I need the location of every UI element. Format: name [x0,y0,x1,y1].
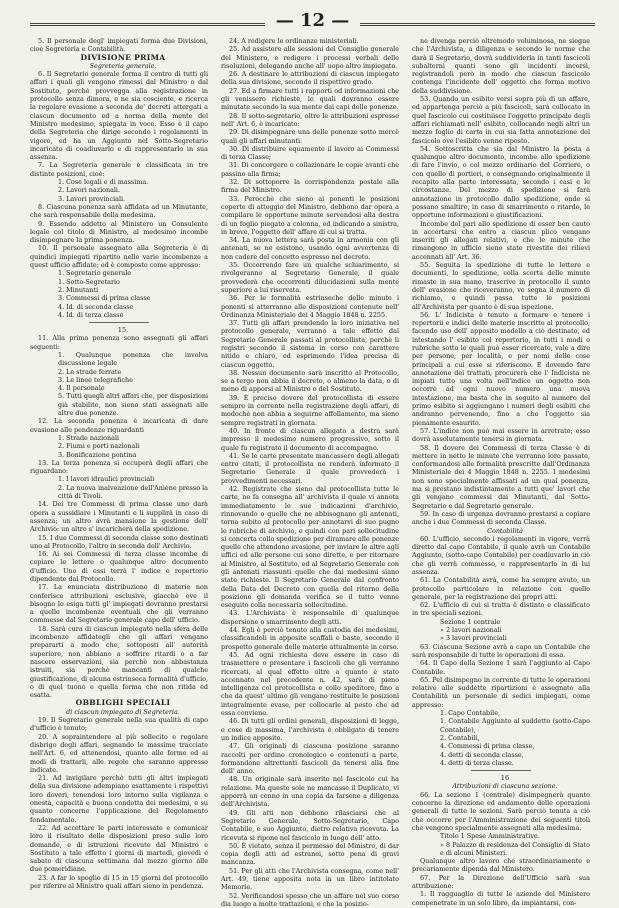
paragraph: 65. Pel disimpegno in corrente di tutte le operazioni relative alle suddette ripartizioni è assegnato alla Contabilità un personale di sedici impiegati, come appresso: [412,675,590,709]
paragraph: 53. Quando un esibito versi sopra più di un affare, ed appartenga perciò a più fascicoli, sarà collocato in quel fascicolo cui costituisce l'oggetto principale degli affari richiamati nell' esibito, collocando negli altri un mezzo foglio di carta in cui sia fatta annotazione del fascicolo ove l'esibito venne riposto. [412,95,590,145]
list-item: 4. detti di terza classe. [440,758,514,767]
paragraph: 59. In caso di urgenza dovranno prestarsi a copiare anche i due Commessi di seconda Classe. [412,509,590,527]
paragraph: 7. La Segreteria generale è classificata in tre distinte posizioni, cioè: [30,161,208,178]
paragraph: Qualunque altro lavoro che straordinariamente e precariamente dipenda dal Ministero. [412,857,590,874]
list-item: 1. Cose legali e di massima. [58,178,149,187]
header-rule-right [360,23,595,26]
paragraph: ne divenga perciò oltremodo voluminosa, ne siegue che l'Archivista, a diligenza e secondo le norme che darà il Segretario, dovrà suddividerla in tanti fascicoli subalterni quanti sono gli incidenti incorsi, registrandoli però in modo che ciascun fascicolo contenga l'incidente dell' oggetto che forma motivo della suddivisione. [412,37,590,95]
list-item: 3. Bonificazione pontina [58,450,137,459]
list-item: 4. Commessi di prima classe, [440,742,535,751]
paragraph: 45. Ad ogni richiesta deve essere in caso di trasmettere o presentare i fascicoli che gli verranno ricercati, al qual effetto oltre a quanto è stato accennato nel precedente n. 42, sarà di pieno intelligenza col protocollista e collo speditore, fino a che da quest' ultimo gli vengano restituite le posizioni integralmente evase, per collocarle al posto che ad essa conviene. [221,650,399,718]
paragraph: 38. Nessun documento sarà inscritto al Protocollo, se a tergo non abbia il decreto, o almeno la data, o di meno di apporsi al Ministro o del Sostituto. [221,368,399,394]
paragraph: 1. Il ragguaglio di tutte le aziende del Ministero compenetrate in un solo libro, da impiantarsi, con- [412,890,590,907]
paragraph: 11. Alla prima ponenza sono assegnati gli affari seguenti: [30,334,208,351]
paragraph: 66. La sezione 1 (centrale) disimpegnerà quanto concerne la direzione ed andamento delle operazioni generali di tutte le sezioni. Sarà perciò tenuta a ciò che occorre per l'Amministrazione dei seguenti titoli che vengono specialmente assegnati alla medesima. [412,790,590,832]
paragraph: 6. Il Segretario generale forma il centro di tutti gli affari i quali gli vengono rimessi dal Ministro o dal Sostituto, perchè provvegga alla registrazione in protocollo senza dimora, e ne sia cosciente, e ricerca la regolare evasione a seconda de' decreti attergati a ciascun documento ed a norma della mente del Ministro medesimo, spiegata in voce. Esso è il capo della Segreteria che dirige secondo i regolamenti in vigore, ed ha un Aggiunto nel Sotto-Segretario incaricato di coadiuvarlo e di rappresentarlo in sua assenza. [30,70,208,162]
paragraph: 22. Ad accettare le parti interessate e comunicar loro il risultato delle disposizioni preso sulle loro domande, e di istruzioni ricevute dal Ministro e Sostituto a tale effetto i giorni di martedì, giovedì e sabato di ciascuna settimana dal mezzo giorno alle due pomeridiane. [30,823,208,874]
paragraph: 39. È preciso dovere del protocollista di essere sempre in corrente nella registrazione degli affari, di modochè non abbia a seguirne affollamento, ma sieno sempre registrati in giornata. [221,393,399,427]
page-header [30,10,595,34]
paragraph: 24. A redigere le ordinanze ministeriali. [229,37,359,45]
paragraph: 15. I due Commessi di seconda classe sono destinati uno al Protocollo, l'altro in seconda dell' Archivio. [30,533,208,550]
list-item: 1. I lavori idraulici provinciali [58,475,155,484]
paragraph: 33. Perocchè che sieno ai ponenti le posizioni coperte di atteggio del Ministro, debbono dar opera a compilare le opportune minute servendosi alla destra di un foglio piegato a colonna, ed indicando a sinistra, in breve, l'oggetto dell' affare di cui si tratta. [221,194,399,236]
paragraph: 19. Il Segretario generale nella sua qualità di capo d'ufficio è tenuto; [30,716,208,733]
list-item: 2. Contabili, [440,733,480,742]
list-item: » 8 Palazzo di residenza del Consiglio di Stato e di alcuni Ministeri. [440,840,590,857]
paragraph: 52. Verificandosi spesso che un affare nel suo corso dia luogo a molte trattazioni, e che la posizio- [221,891,399,908]
paragraph: 13. La terza ponenza si occuperà degli affari che riguardano: [30,458,208,476]
section-subheading: Attribuzioni di ciascuna sezione. [452,782,558,791]
total-rule [471,770,531,771]
paragraph: 57. L'indice non può mai essere in arretrato; esso dovrà assolutamente tenersi in giornata. [412,426,590,444]
list-item: 2. La nuova inalveazione dell'Aniene presso la città di Tivoli. [58,483,208,501]
paragraph: 46. Di tutti gli ordini generali, disposizioni di legge, e cose di massima, l'archivista è obbligato di tenere un indice apposito. [221,717,399,742]
paragraph: 23. A far lo spoglio di 15 in 15 giorni del protocollo per riferire al Ministro quali affari sieno in pendenza. [30,873,208,890]
paragraph: 35. Occorrendo fare un qualche schiarimento, si rivolgeranno al Segretario Generale, il quale provvederà che occorrenti dilucidazioni sulla mente superiore a lui riservata. [221,261,399,294]
list-item: 5. Tutti quegli altri affari che, per disposizioni già stabilite, non sieno stati assegnati alle altre due ponenze. [58,392,208,418]
paragraph: 58. Il dovere dei Commessi di terza Classe è di mettere in netto le minute che verranno loro passate, conformandosi alle formalità prescritte dall'Ordinanza Ministeriale dei 4 Maggio 1848 n. 2255. I medesimi non sono specialmente affissati ad un qual ponenza, ma si prestano indistintamente a tutti que' lavori che gli vengano commessi dai Minutanti, dal Sotto-Segretario e dal Segretario generale. [412,443,590,510]
paragraph: 40. In fronte di ciascun allegato a destra sarà impresso il medesimo numero progressivo, sotto il quale fu registrato il documento di accompagno. [221,426,399,452]
paragraph: Incombe del pari allo spedizione di esser ben cauto in accertarsi che entro a ciascun plico vengano inseriti gli allegati relativi, e che le minute che rimangono in ufficio sieno state rivestite dei rilievi accennati all' Art. 36. [412,219,590,261]
list-item: 4. detti di seconda classe, [440,750,524,759]
total-count: 16 [500,774,510,783]
paragraph: 55. Seguita la spedizione di tutte le lettere e documenti, lo spedizione, colla scorta delle minute rimaste in sua mano, trascrive in protocollo il sunto dell' evasione che riceveranno, ve segna il numero di richiamo, e quindi passa tutte le posizioni all'Archivista per quanto è di sua ispezione. [412,261,590,311]
total-count: 15. [117,326,129,335]
section-subheading: di ciascun impiegato di Segreteria. [66,707,180,716]
paragraph: 43. L'Archivista è responsabile di qualunque dispersione o smarrimento degli atti. [221,609,399,626]
paragraph: 54. Sottoscritta che sia dal Ministro la posta a qualunque altro documento, incombe allo spedizione di fare l'invio, o col mezzo ordinario del Corriere, o con quello di portieri, o consegnando originalmente il recapito alla parte interessata, secondo i casi e le circostanze. Del mezzo di spedizione si farà annotazione in protocollo dallo spedizione, onde si possano smaltire, in caso di smarrimento o ritardo, le opportune informazioni e giustificazioni. [412,144,590,220]
list-item: 2. Minutanti [58,285,99,294]
list-item: » 2 lavori nazionali [440,626,502,635]
paragraph: 56. L' Indicista è tenuto a formare e tenere i repertorii e indici delle materie inscritte al protocollo, facendo uso dell' apposito modello a ciò destinato, ed intestando l' esibito col repertorio, in tutti i modi o rubriche sotto le quali può esser ricercato, vale a dire per persone, per località, e per nomi delle cose principali a cui esse si riferiscono. E dovendo fare annotazione dei trattati, procurerà che l' Indicista ne impiati tutto una volta nell'indice un oggetto non occorre ad ogni nuovo numero una nuova intestazione, ma basta che in seguito al numero del primo esibito si aggiungano i numeri degli esibiti che andranno pervenendo, fino a che l'oggetto sia pienamente esaurito. [412,310,590,427]
paragraph: 29. Di disimpegnare una delle ponenze sotto mercè quali gli affari minutanti. [221,128,399,145]
list-item: 1. Sotto-Segretario [58,277,120,286]
paragraph: 49. Gli atti non debbono rilasciarsi che al Segretario Generale, Sotto-Segretario, Capo Contabile, e suo Aggiunto, dietro relativa ricevuta. La ricevuta si ripone nel fascicolo in luogo dell' atto. [221,808,399,842]
paragraph: 21. Ad invigilare perchè tutti gli altri impiegati della sua divisione adempiano esattamente i rispettivi loro doveri, tenendosi loro intorno sulla vigilanza e onestà, capacità e buona condotta dei medesimi, e su quanto concerne l'applicazione del Regolamento fondamentale. [30,774,208,824]
paragraph: 64. Il Capo della Sezione 1 sarà l'aggiunto al Capo Contabile. [412,659,590,676]
paragraph: 62. L'ufficio di cui si tratta è distinto e classificato in tre speciali sezioni. [412,601,590,618]
paragraph: 16. Ai sei Commessi di terza classe incombe di copiare le lettere o qualunque altro documento d'ufficio. Uno di essi terrà l' indice e repertorio dipendente dal Protocollo. [30,550,208,583]
list-item: 1. Contabile Aggiunto al suddetto (sotto-Capo Contabile), [440,717,590,734]
paragraph: 67. Per la Direzione dell'Ufficio sarà sua attribuzione: [412,873,590,890]
list-item: Titolo 1 Spese Amministrative. [440,832,540,841]
list-item: 4. Il personale [58,384,105,393]
page-number: — 12 — [275,10,350,31]
paragraph: 10. Il personale assegnato alla Segreteria è di quindici impiegati ripartito nelle varie incombenze a quest ufficio affidate; ed è composto come appresso: [30,244,208,270]
paragraph: 36. Per le formalità estrinseche delle minute i ponenti si atterranno alle disposizioni contenute nell' Ordinanza Ministeriale dei 4 Maggio 1848 n. 2255. [221,294,399,319]
list-item: Sezione 1 centrale [440,617,501,626]
section-subheading: Contabilità [487,526,523,535]
paragraph: 25. Ad assistere alle sessioni del Consiglio generale del Ministero, e redigere i processi verbali delle risoluzioni, delegando anche all' uopo altro impiegato. [221,45,399,70]
list-item: 2. Le strade ferrate [58,367,122,376]
list-item: 1. Capo Contabile, [440,709,501,718]
paragraph: 28. Il sotto-segretario, oltre le attribuzioni espresse nell' Art. 6, è incaricato: [221,111,399,128]
paragraph: 30. Di distribuire equamente il lavoro ai Commessi di terza Classe; [221,144,399,162]
list-item: 1. Qualunque ponenza che involva discussione legale [58,350,208,368]
section-heading: DIVISIONE PRIMA [80,52,166,62]
paragraph: 32. Di sottoporre la corrispondenza postale alla firma del Ministro. [221,178,399,195]
list-item: 3. Commessi di prima classe [58,294,151,303]
paragraph: 9. Essendo addetto al Ministero un Consulente legale col titolo di Ministro, al medesimo incombe disimpegnare la prima ponenza. [30,219,208,245]
paragraph: 14. Dei tre Commessi di prima classe uno darà opera a sussidiare i Minutanti e li supplirà in caso di assenza; un altro avrà mansione la gestione dell' Archivio: un altro s' incaricherà della spedizione. [30,500,208,534]
paragraph: 63. Ciascuna Sezione avrà a capo un Contabile che sarà responsabile di tutte le operazioni di essa. [412,642,590,659]
list-item: 2. Fiumi e porti nazionali [58,442,140,451]
section-subheading: Segreteria generale. [89,61,157,70]
paragraph: 61. La Contabilità avrà, come ha sempre avuto, un protocollo particolare in relazione con quello generale, per la registrazione dei propri atti. [412,576,590,601]
paragraph: 44. Egli è perciò tenuto alla custodia dei medesimi, classificandoli in apposite scaffali e baste, secondo il prospetto generale delle materie attualmente in corso. [221,626,399,651]
paragraph: 20. A sopraintendere al più sollecito e regolare disbrigo degli affari, segnando le massime tracciate nell'Art. 6, ed attenendosi, quanto alle forme ed ai modi di trattarli, alle regole che saranno appresso indicate. [30,732,208,774]
list-item: 4. Id. di seconda classe [58,302,134,311]
paragraph: 51. Per gli atti che l'Archivista consegna, come nell' Art. 49, tiene apposita nota in un libro intitolato Memorie. [221,866,399,892]
paragraph: 17. La enunciata distribuzione di materie non conferisce attribuzioni esclusive, giacchè ove il bisogno lo esiga tutti gl' impiegati dovranno prestarsi a quelle incombenze eventuali che gli verranno commesse dal Segretario generale capo dell' ufficio. [30,583,208,625]
list-item: 3. Le linee telegrafiche [58,375,133,384]
paragraph: 60. L'ufficio, secondo i regolamenti in vigore, verrà diretto dal capo Contabile, il quale avrà un Contabile Aggiunto, (sotto-capo Contabile) per coadiuvarlo in ciò che gli verrà commesso, e rappresentarlo in di lui assenza. [412,534,590,576]
paragraph: 34. La nuova lettera sarà posta in armonia con gli antenati, se ne esistono, usando ogni avvertenza di non cadere del concetto espresso nel decreto. [221,236,399,261]
list-item: 1. Strade nazionali [58,433,120,442]
text-column-3 [412,37,590,907]
paragraph: 37. Tutti gli affari prendendo la loro iniziativa nel protocollo generale, verranno a tale effetto dal Segretario Generale passati al protocollista, perchè li registri secondo il sistema in corso con carattere nitido e chiaro, ed esprimendo l'idea precisa di ciascun oggetto. [221,319,399,369]
paragraph: 31. Di concorgere e collazionare le copie avanti che passino alla firma; [221,161,399,178]
list-item: 4. Id. di terza classe [58,310,124,319]
paragraph: 42. Registrate che sieno dal protocollista tutte le carte, ne fa consegna all' archivista il quale vi annota immediatamente le sue indicazioni d'archivio, rinnovando o quelle che ne abbisognano gli antenati, torna subito al protocollo per annotarvi di suo pugno le rubriche di archivio, e quindi con pari sollecitudine si concerta collo spedizione per diramare alle ponenze quelle che attendono evasione, per inviare le altre agli uffici ed alle persone cui sono dirette, e per ritornare al Ministro, al Sostituto, ed al Segretario Generale con gli antenati riassunti quelle che dai medesimi siano state richieste. Il Segretario Generale dal confronto della Data del Decreto con quella del ritorno della posizione gli domanda verifica se il tutto venne eseguito colla necessaria sollecitudine. [221,485,399,610]
list-item: 1. Segretario generale [58,269,132,278]
paragraph: 5. Il personale degl' impiegati forma due Divisioni, cioè Segreteria e Contabilità. [30,37,208,54]
paragraph: 50. È vietato, senza il permesso del Ministro, di dar copia degli atti ad estranei, sotto pena di gravi mancanza. [221,841,399,867]
paragraph: 12. La seconda ponenza è incaricata di dare evasione alle pendenze riguardanti [30,417,208,434]
text-column-1 [30,37,208,890]
paragraph: 27. Ed a firmare tutti i rapporti od informazioni che gli venissero richieste, le quali dovranno essere minutate secondo la sua mente dai capi delle ponenze. [221,86,399,112]
total-rule [89,322,149,323]
paragraph: 8. Ciascuna ponenza sarà affidata ad un Minutante, che sarà responsabile della medesima. [30,202,208,220]
paragraph: 26. A destinare le attribuzioni di ciascun impiegato della sua divisione, secondo il rispettivo grado. [221,70,399,87]
paragraph: 41. Se le carte presentate mancassero degli allegati entro citati, il protocollista ne renderà informato il Segretario Generale il quale provvederà i provvedimenti necessari. [221,451,399,485]
section-heading: OBBLIGHI SPECIALI [75,698,171,708]
header-rule-left [30,23,265,26]
list-item: 2. Lavori nazionali. [58,186,120,195]
paragraph: 48. Un originale sarà inserito nel fascicolo cui ha relazione. Ma queste sole ne mancasse il Duplicato, vi apporrà un cenno in una copia da farsene a diligenza dell'Archivista. [221,775,399,809]
paragraph: 18. Sarà cura di ciascun impiegato nella sfera delle incombenze affidategli che gli affari vengano prepararti a modo che, sottoposti all' autorità superiore, non abbiano a soffrire ritardi o a far nascere osservazioni, sia perchè non abbastanza istruiti, sia perchè mancanti di qualche giustificazione, di alcuna estrinseca formalità d'ufficio, o di quel tuono e quella forma che non ritida ed esatta. [30,624,208,700]
list-item: 3. Lavori provinciali. [58,194,126,203]
list-item: » 3 lavori provinciali [440,634,507,643]
paragraph: 47. Gli originali di ciascuna posizione saranno raccolti per ordine cronologico e contenuti a parte, formandone altrettanti fascicoli da tenersi alla fine dell' anno. [221,742,399,776]
text-column-2 [221,37,399,908]
